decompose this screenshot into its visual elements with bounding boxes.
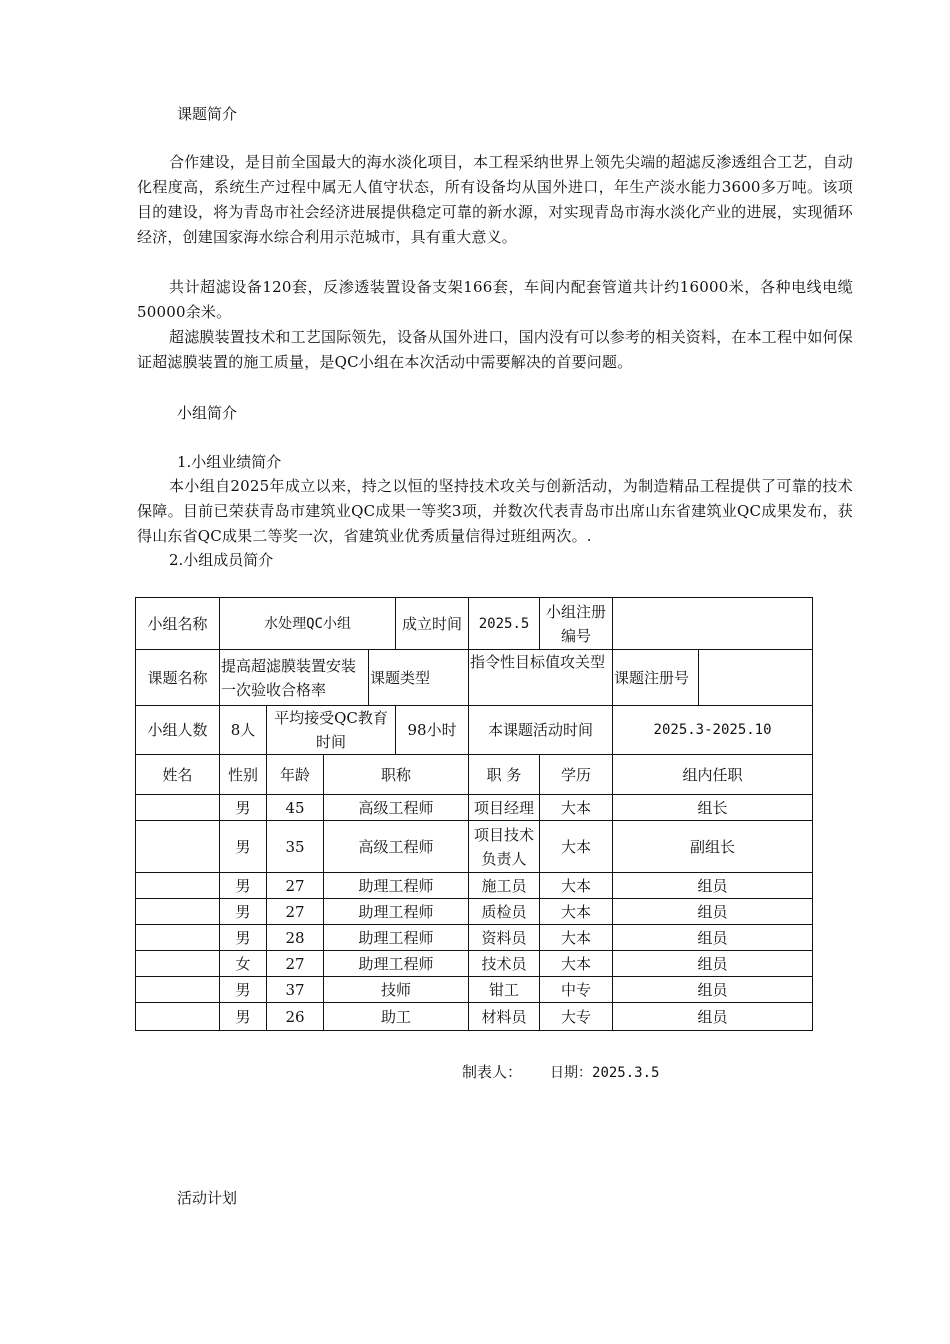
member-position: 技术员 [469, 951, 540, 977]
date-label: 日期：2025.3.5 [550, 1065, 660, 1081]
achievements-subtitle: 1.小组业绩简介 [177, 453, 282, 471]
maker-label: 制表人： [462, 1063, 523, 1081]
period-label: 本课题活动时间 [469, 706, 613, 755]
member-education: 大本 [540, 951, 613, 977]
info-row-2 [136, 650, 813, 706]
reg-no-value [613, 598, 813, 650]
col-header-position: 职 务 [469, 755, 540, 795]
member-title: 助理工程师 [324, 925, 469, 951]
member-role: 组员 [613, 925, 813, 951]
member-position: 施工员 [469, 873, 540, 899]
table-row [136, 1003, 813, 1031]
table-row [136, 899, 813, 925]
topic-name-value: 提高超滤膜装置安装一次验收合格率 [220, 650, 369, 706]
member-position: 项目技术负责人 [469, 821, 540, 873]
member-role: 组员 [613, 951, 813, 977]
col-header-role: 组内任职 [613, 755, 813, 795]
group-section-title: 小组简介 [177, 404, 238, 422]
member-gender: 男 [220, 821, 267, 873]
member-title: 助理工程师 [324, 873, 469, 899]
column-header-row [136, 755, 813, 795]
member-position: 材料员 [469, 1003, 540, 1031]
table-row [136, 951, 813, 977]
member-title: 助理工程师 [324, 899, 469, 925]
member-count-value: 8人 [220, 706, 267, 755]
member-name [136, 1003, 220, 1031]
topic-reg-value [699, 650, 813, 706]
topic-paragraph-3: 超滤膜装置技术和工艺国际领先，设备从国外进口，国内没有可以参考的相关资料，在本工程中如何保证超滤膜装置的施工质量，是QC小组在本次活动中需要解决的首要问题。 [137, 328, 854, 371]
topic-name-label: 课题名称 [136, 650, 220, 706]
table-row [136, 977, 813, 1003]
reg-no-label: 小组注册编号 [540, 598, 613, 650]
member-name [136, 925, 220, 951]
table-row [136, 795, 813, 821]
member-title: 助工 [324, 1003, 469, 1031]
topic-type-label: 课题类型 [369, 650, 469, 706]
member-gender: 男 [220, 977, 267, 1003]
col-header-gender: 性别 [220, 755, 267, 795]
achievements-paragraph: 本小组自2025年成立以来，持之以恒的坚持技术攻关与创新活动，为制造精品工程提供了可靠的技术保障。目前已荣获青岛市建筑业QC成果一等奖3项，并数次代表青岛市出席山东省建筑业QC成果发布，获得山东省QC成果二等奖一次，省建筑业优秀质量信得过班组两次。. [137, 477, 853, 545]
col-header-title: 职称 [324, 755, 469, 795]
member-name [136, 977, 220, 1003]
member-title: 高级工程师 [324, 821, 469, 873]
topic-section-title: 课题简介 [177, 105, 238, 123]
member-gender: 男 [220, 925, 267, 951]
info-row-3 [136, 706, 813, 755]
member-age: 28 [267, 925, 324, 951]
table-row [136, 821, 813, 873]
member-gender: 男 [220, 899, 267, 925]
member-age: 27 [267, 951, 324, 977]
info-row-1 [136, 598, 813, 650]
member-position: 钳工 [469, 977, 540, 1003]
member-role: 副组长 [613, 821, 813, 873]
training-value: 98小时 [396, 706, 469, 755]
member-count-label: 小组人数 [136, 706, 220, 755]
member-name [136, 821, 220, 873]
member-age: 27 [267, 873, 324, 899]
member-age: 45 [267, 795, 324, 821]
member-age: 37 [267, 977, 324, 1003]
member-title: 高级工程师 [324, 795, 469, 821]
training-label: 平均接受QC教育时间 [267, 706, 396, 755]
member-education: 大本 [540, 899, 613, 925]
founded-label: 成立时间 [396, 598, 469, 650]
member-name [136, 951, 220, 977]
member-gender: 女 [220, 951, 267, 977]
member-position: 资料员 [469, 925, 540, 951]
member-name [136, 899, 220, 925]
member-gender: 男 [220, 1003, 267, 1031]
member-role: 组员 [613, 873, 813, 899]
topic-paragraph-2: 共计超滤设备120套，反渗透装置设备支架166套，车间内配套管道共计约16000米，各种电线电缆50000余米。 [137, 278, 853, 321]
member-gender: 男 [220, 873, 267, 899]
col-header-name: 姓名 [136, 755, 220, 795]
member-age: 26 [267, 1003, 324, 1031]
member-gender: 男 [220, 795, 267, 821]
member-education: 中专 [540, 977, 613, 1003]
table-row [136, 925, 813, 951]
plan-section-title: 活动计划 [177, 1189, 238, 1207]
period-value: 2025.3-2025.10 [613, 706, 813, 755]
group-name-label: 小组名称 [136, 598, 220, 650]
topic-type-value: 指令性目标值攻关型 [469, 650, 613, 706]
group-info-table [135, 597, 813, 1031]
founded-value: 2025.5 [469, 598, 540, 650]
member-education: 大本 [540, 821, 613, 873]
topic-reg-label: 课题注册号 [613, 650, 699, 706]
member-title: 助理工程师 [324, 951, 469, 977]
member-age: 27 [267, 899, 324, 925]
member-role: 组员 [613, 977, 813, 1003]
member-age: 35 [267, 821, 324, 873]
member-name [136, 873, 220, 899]
member-role: 组长 [613, 795, 813, 821]
member-education: 大本 [540, 873, 613, 899]
member-education: 大本 [540, 795, 613, 821]
member-name [136, 795, 220, 821]
member-role: 组员 [613, 899, 813, 925]
member-education: 大专 [540, 1003, 613, 1031]
member-education: 大本 [540, 925, 613, 951]
member-position: 项目经理 [469, 795, 540, 821]
members-subtitle: 2.小组成员简介 [169, 551, 274, 569]
table-footer [462, 1061, 687, 1082]
col-header-age: 年龄 [267, 755, 324, 795]
topic-paragraph-1: 合作建设，是目前全国最大的海水淡化项目，本工程采纳世界上领先尖端的超滤反渗透组合工艺，自动化程度高，系统生产过程中属无人值守状态，所有设备均从国外进口，年生产淡水能力3600多万吨。该项目的建设，将为青岛市社会经济进展提供稳定可靠的新水源，对实现青岛市海水淡化产业的进展，实现循环经济，创建国家海水综合利用示范城市，具有重大意义。 [137, 153, 854, 246]
col-header-education: 学历 [540, 755, 613, 795]
member-title: 技师 [324, 977, 469, 1003]
table-row [136, 873, 813, 899]
member-position: 质检员 [469, 899, 540, 925]
group-name-value: 水处理QC小组 [220, 598, 396, 650]
member-role: 组员 [613, 1003, 813, 1031]
